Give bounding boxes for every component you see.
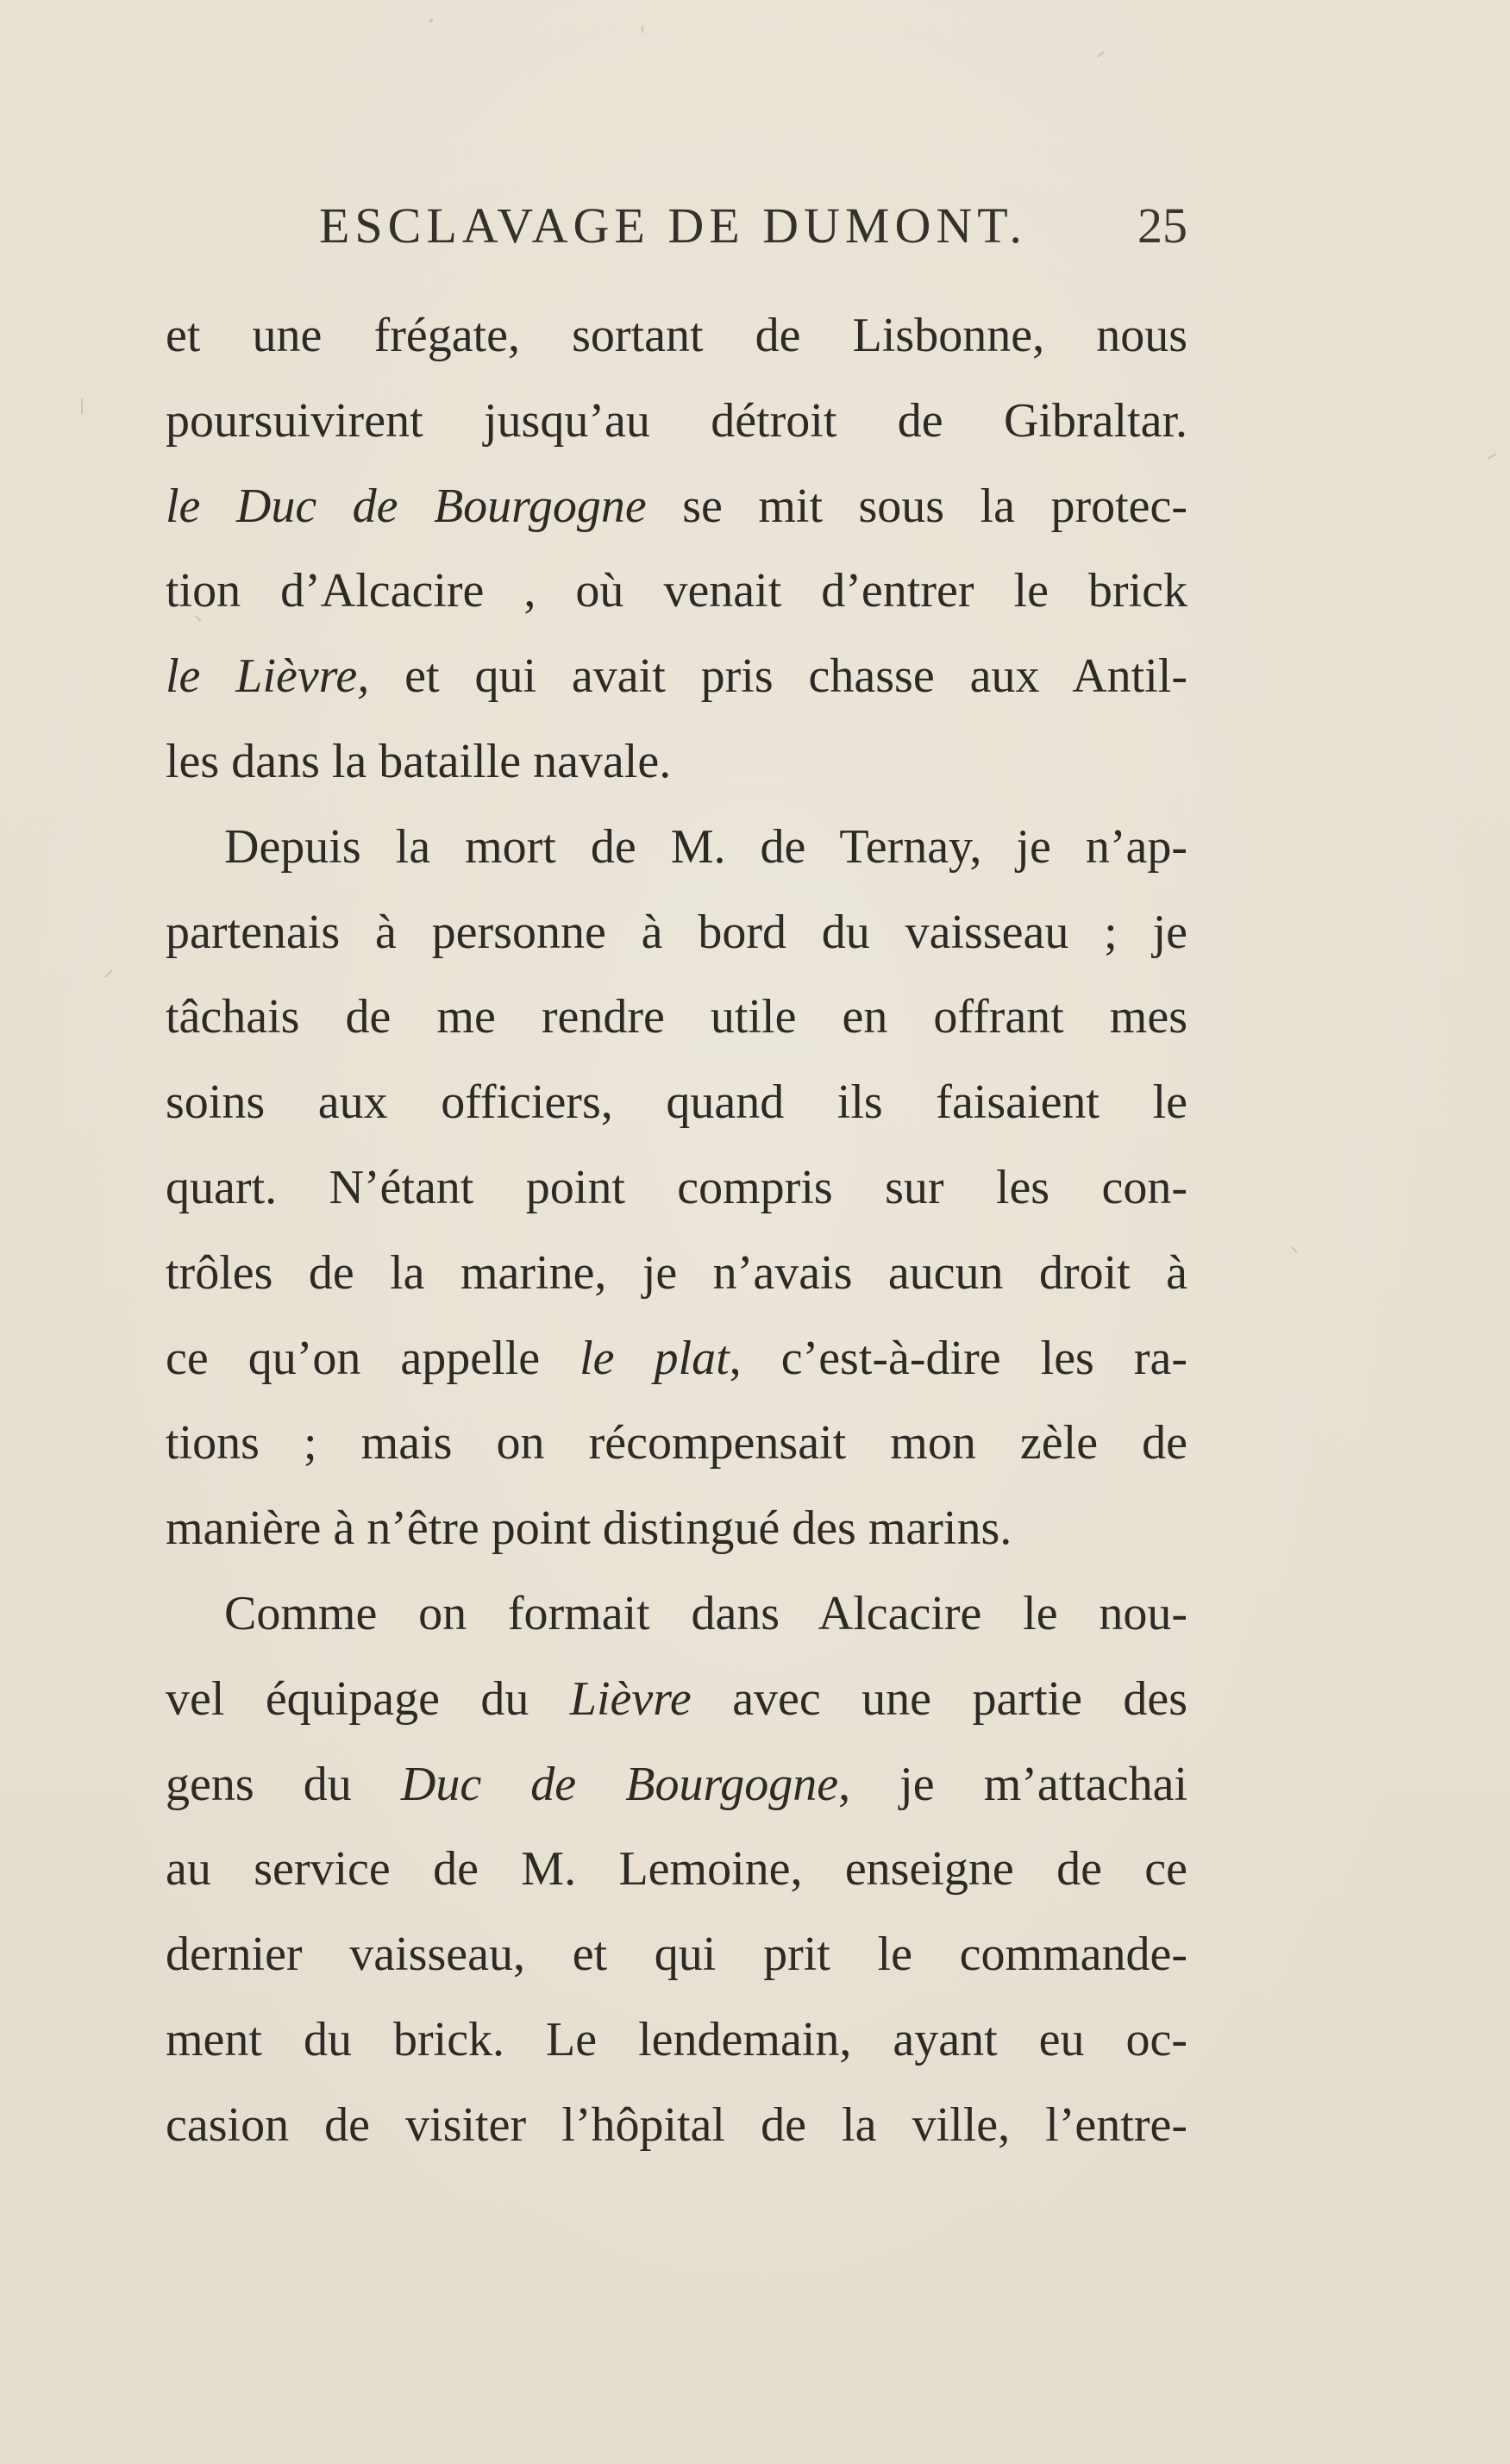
text-line: vel équipage du Lièvre avec une partie des — [166, 1671, 1187, 1726]
text-line: les dans la bataille navale. — [166, 734, 672, 788]
text-line: partenais à personne à bord du vaisseau ; je — [166, 905, 1187, 959]
text-line: gens du Duc de Bourgogne, je m’attachai — [166, 1757, 1187, 1811]
text-line: trôles de la marine, je n’avais aucun droit à — [166, 1245, 1187, 1300]
text-line: ment du brick. Le lendemain, ayant eu oc- — [166, 2012, 1187, 2066]
text-line: le Lièvre, et qui avait pris chasse aux Antil- — [166, 649, 1187, 704]
page-number: 25 — [1137, 197, 1187, 254]
text-line: Depuis la mort de M. de Ternay, je n’ap- — [224, 819, 1187, 874]
text-line: et une frégate, sortant de Lisbonne, nous — [166, 309, 1187, 362]
text-line: le Duc de Bourgogne se mit sous la protec- — [166, 479, 1187, 533]
italic-term: le plat — [580, 1331, 730, 1385]
text-line: tions ; mais on récompensait mon zèle de — [166, 1416, 1187, 1470]
text-line: ce qu’on appelle le plat, c’est-à-dire les ra- — [166, 1331, 1187, 1385]
body-text — [166, 293, 1187, 2168]
ship-name: le Lièvre, — [166, 649, 370, 704]
text-line: tion d’Alcacire , où venait d’entrer le brick — [166, 564, 1187, 618]
ship-name: Duc de Bourgogne — [400, 1757, 839, 1811]
ship-name: Lièvre — [569, 1671, 692, 1726]
text-line: poursuivirent jusqu’au détroit de Gibraltar. — [166, 393, 1187, 448]
text-line: soins aux officiers, quand ils faisaient le — [166, 1075, 1187, 1130]
ship-name: le Duc de Bourgogne — [166, 479, 647, 533]
text-line: Comme on formait dans Alcacire le nou- — [224, 1586, 1187, 1640]
running-title: ESCLAVAGE DE DUMONT. — [319, 197, 1027, 254]
text-line: quart. N’étant point compris sur les con- — [166, 1160, 1187, 1214]
text-line: manière à n’être point distingué des marins. — [166, 1502, 1012, 1556]
text-line: casion de visiter l’hôpital de la ville, l’entre- — [166, 2097, 1187, 2152]
text-line: tâchais de me rendre utile en offrant mes — [166, 990, 1187, 1044]
text-line: au service de M. Lemoine, enseigne de ce — [166, 1842, 1187, 1897]
page-header — [166, 197, 1187, 274]
text-line: dernier vaisseau, et qui prit le commande- — [166, 1928, 1187, 1982]
